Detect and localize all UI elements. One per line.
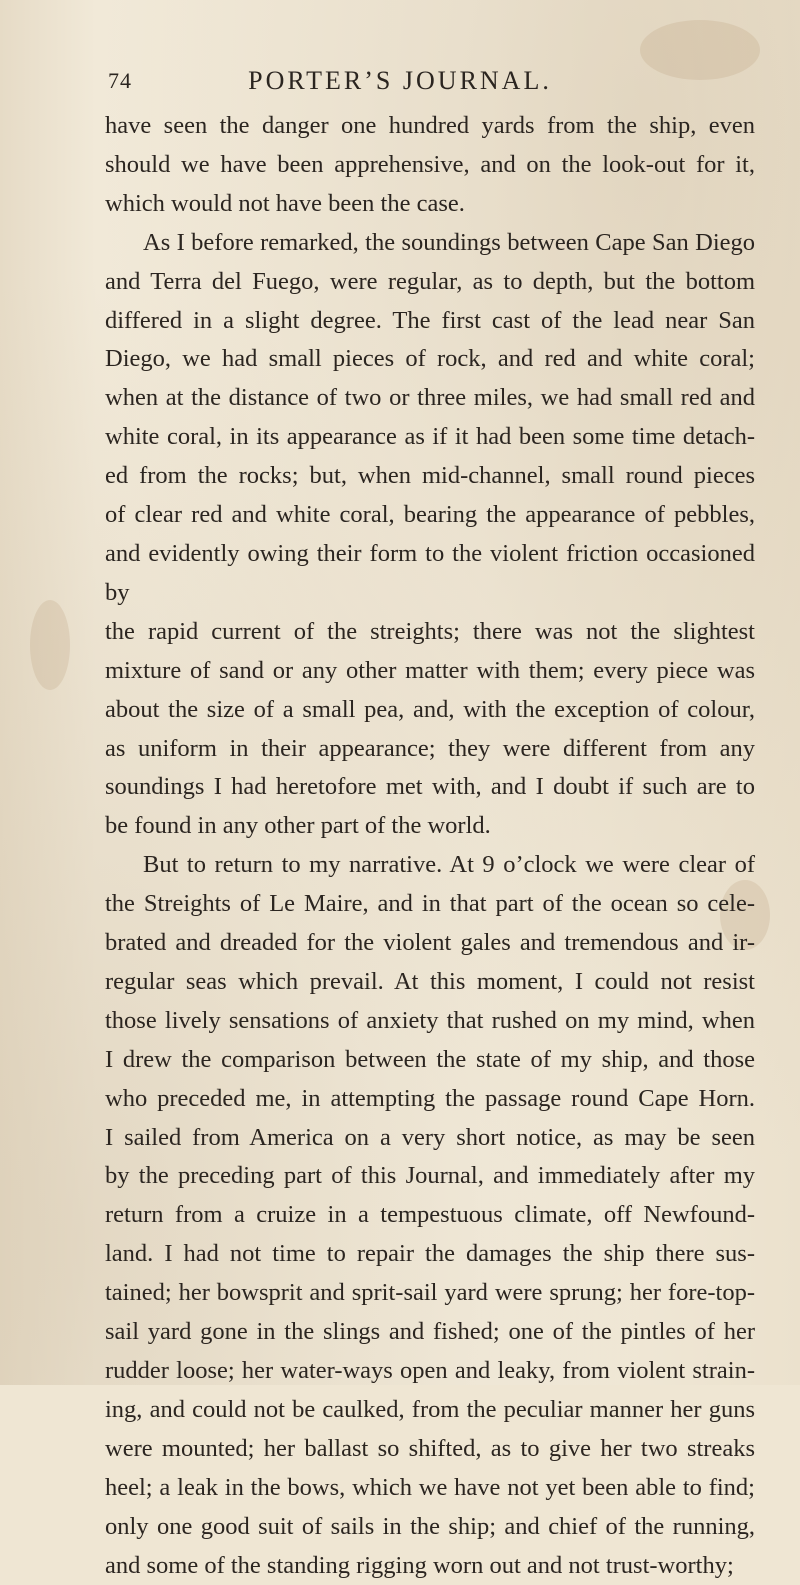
text-line: the rapid current of the streights; there was not the slightest <box>105 617 755 645</box>
text-line: of clear red and white coral, bearing the appearance of pebbles, <box>105 501 755 529</box>
text-line: differed in a slight degree. The first cast of the lead near San <box>105 306 755 334</box>
text-line: heel; a leak in the bows, which we have not yet been able to find; <box>105 1473 755 1501</box>
text-line: But to return to my narrative. At 9 o’clock we were clear of <box>143 851 755 879</box>
text-line: soundings I had heretofore met with, and I doubt if such are to <box>105 773 755 801</box>
text-line: ing, and could not be caulked, from the peculiar manner her guns <box>105 1395 755 1423</box>
page-body <box>105 107 755 1585</box>
text-line: who preceded me, in attempting the passage round Cape Horn. <box>105 1084 755 1112</box>
text-line: Diego, we had small pieces of rock, and red and white coral; <box>105 345 755 373</box>
text-line: sail yard gone in the slings and fished; one of the pintles of her <box>105 1318 755 1346</box>
text-line: As I before remarked, the soundings between Cape San Diego <box>143 228 755 256</box>
text-line: brated and dreaded for the violent gales and tremendous and ir- <box>105 929 755 957</box>
text-line: mixture of sand or any other matter with them; every piece was <box>105 656 755 684</box>
text-line: tained; her bowsprit and sprit-sail yard were sprung; her fore-top- <box>105 1279 755 1307</box>
page-number: 74 <box>108 68 132 93</box>
text-line: about the size of a small pea, and, with the exception of colour, <box>105 695 755 723</box>
text-line: the Streights of Le Maire, and in that part of the ocean so cele- <box>105 890 755 918</box>
text-line: those lively sensations of anxiety that rushed on my mind, when <box>105 1006 755 1034</box>
text-line: I sailed from America on a very short notice, as may be seen <box>105 1123 755 1151</box>
text-line: which would not have been the case. <box>105 189 465 217</box>
text-line: white coral, in its appearance as if it had been some time detach- <box>105 423 755 451</box>
text-line: return from a cruize in a tempestuous climate, off Newfound- <box>105 1201 755 1229</box>
text-line: have seen the danger one hundred yards from the ship, even <box>105 112 755 139</box>
text-line: ed from the rocks; but, when mid-channel, small round pieces <box>105 462 755 490</box>
text-line: should we have been apprehensive, and on the look-out for it, <box>105 150 755 178</box>
text-line: rudder loose; her water-ways open and leaky, from violent strain- <box>105 1357 755 1384</box>
text-line: and Terra del Fuego, were regular, as to depth, but the bottom <box>105 267 755 295</box>
text-line: were mounted; her ballast so shifted, as to give her two streaks <box>105 1434 755 1462</box>
text-line: regular seas which prevail. At this moment, I could not resist <box>105 967 755 995</box>
text-line: I drew the comparison between the state of my ship, and those <box>105 1045 755 1073</box>
text-line: and evidently owing their form to the violent friction occasioned by <box>105 539 755 606</box>
text-line: be found in any other part of the world. <box>105 812 491 840</box>
text-line: by the preceding part of this Journal, and immediately after my <box>105 1162 755 1190</box>
text-line: and some of the standing rigging worn out and not trust-worthy; <box>105 1551 734 1579</box>
paper-stain <box>30 600 70 690</box>
running-head: PORTER’S JOURNAL. <box>248 66 552 95</box>
text-line: when at the distance of two or three miles, we had small red and <box>105 384 755 412</box>
text-line: only one good suit of sails in the ship; and chief of the running, <box>105 1512 755 1540</box>
text-line: land. I had not time to repair the damages the ship there sus- <box>105 1240 755 1268</box>
page-header <box>0 62 800 102</box>
text-line: as uniform in their appearance; they were different from any <box>105 734 755 762</box>
